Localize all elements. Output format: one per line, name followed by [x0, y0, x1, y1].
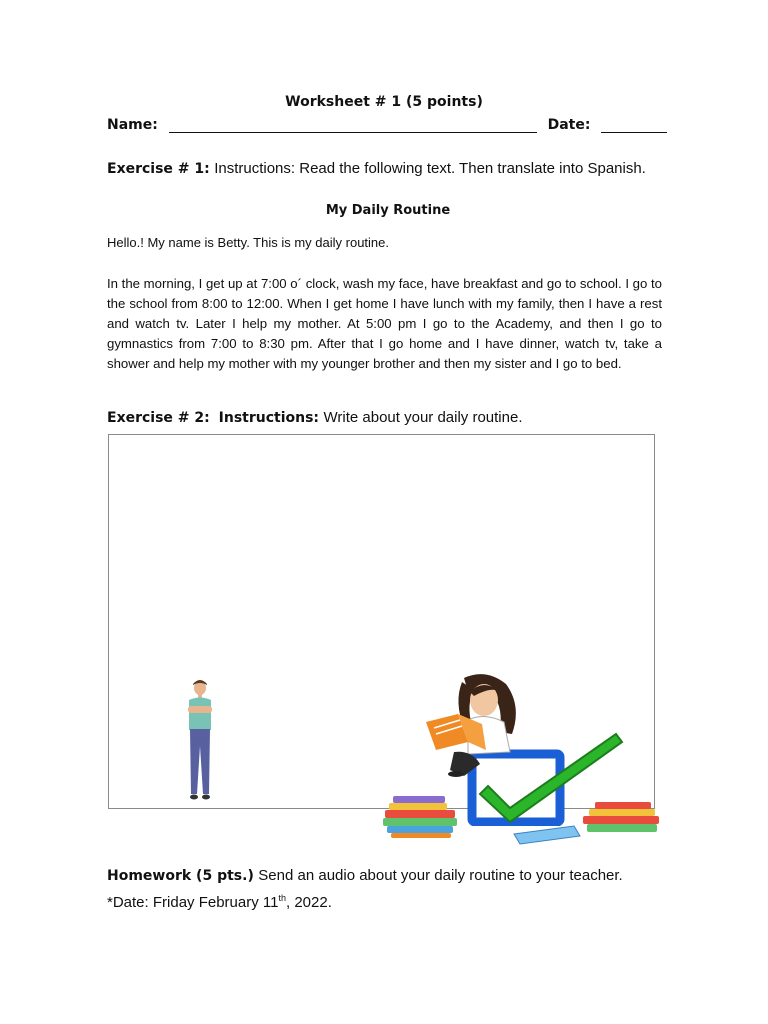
- boy-illustration: [180, 676, 220, 804]
- reading-greeting: Hello.! My name is Betty. This is my daily routine.: [107, 235, 390, 250]
- date-label: Date:: [547, 117, 591, 133]
- homework-date-suffix: , 2022.: [285, 894, 332, 911]
- homework-text: Send an audio about your daily routine to your teacher.: [258, 867, 623, 884]
- exercise-1: [107, 158, 667, 180]
- exercise-2-label: Exercise # 2:: [107, 410, 210, 426]
- flat-book: [510, 824, 584, 846]
- date-field-line[interactable]: [601, 118, 667, 133]
- name-label: Name:: [107, 117, 158, 133]
- exercise-2-instructions: Write about your daily routine.: [323, 409, 523, 426]
- books-stack-right: [583, 800, 663, 836]
- reading-title: My Daily Routine: [325, 203, 451, 218]
- worksheet-title: Worksheet # 1 (5 points): [285, 94, 483, 110]
- name-field-line[interactable]: [169, 118, 537, 133]
- reading-paragraph: In the morning, I get up at 7:00 o´ clock, wash my face, have breakfast and go to school. I go to the school from 8:00 to 12:00. When I get home I have lunch with my family, then I have a rest and watch tv. Later I help my mother. At 5:00 pm I go to the Academy, and then I go to gymnastics from 7:00 to 8:30 pm. After that I go home and I have dinner, watch tv, take a shower and help my mother with my younger brother and then my sister and I go to bed.: [107, 276, 662, 371]
- exercise-1-label: Exercise # 1:: [107, 161, 210, 177]
- homework-date-sup: th: [278, 893, 286, 903]
- exercise-1-instructions: Instructions: Read the following text. Then translate into Spanish.: [214, 160, 646, 177]
- name-date-row: [107, 117, 667, 133]
- exercise-2-instructions-label: Instructions:: [218, 410, 320, 426]
- homework-section: [107, 865, 687, 914]
- homework-date: [107, 894, 332, 911]
- teacher-reading-illustration: [424, 672, 526, 780]
- books-stack-left: [383, 794, 463, 840]
- homework-date-prefix: *Date: Friday February 11: [107, 894, 279, 911]
- homework-label: Homework (5 pts.): [107, 868, 254, 884]
- exercise-2: [107, 409, 667, 426]
